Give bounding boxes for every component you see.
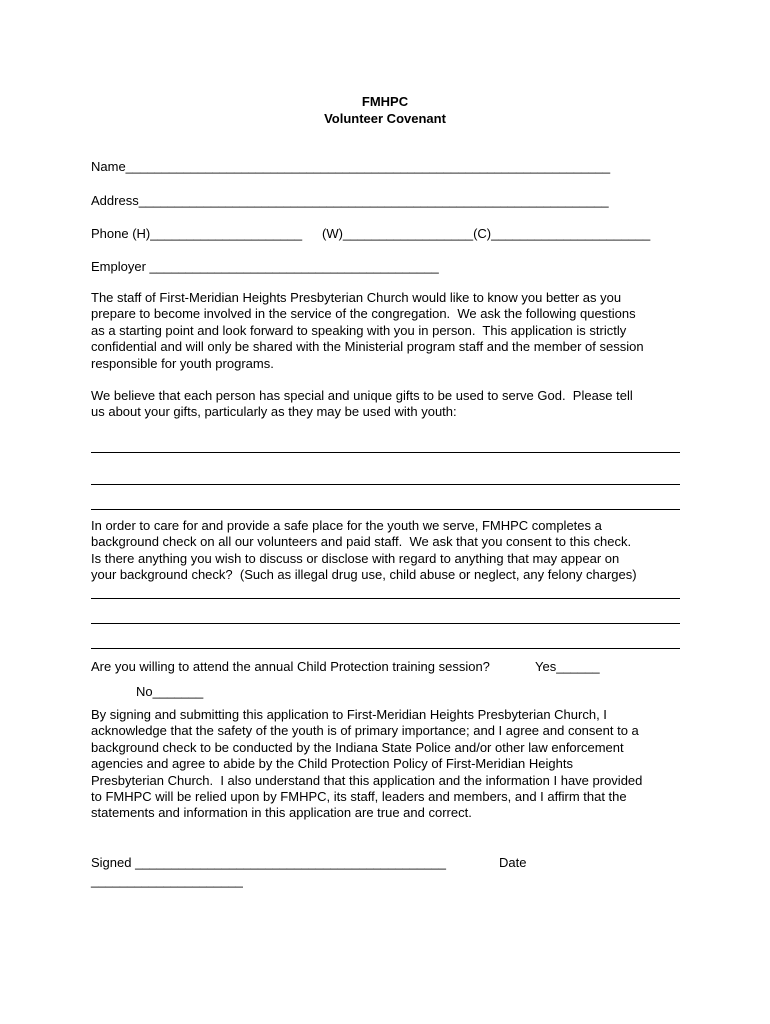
- intro-line: responsible for youth programs.: [91, 355, 274, 371]
- org-heading: FMHPC: [361, 94, 409, 109]
- consent-paragraph: [91, 707, 691, 822]
- background-check-paragraph: [91, 518, 691, 584]
- intro-line: The staff of First-Meridian Heights Presbyterian Church would like to know you better as you: [91, 290, 622, 305]
- background-line: Is there anything you wish to discuss or disclose with regard to anything that may appear on: [91, 550, 620, 566]
- address-field[interactable]: Address_________________________________________________________________: [91, 193, 609, 208]
- consent-line: Presbyterian Church. I also understand that this application and the information I have provided: [91, 772, 643, 788]
- gifts-answer-line[interactable]: [91, 509, 680, 510]
- disclosure-answer-line[interactable]: [91, 598, 680, 599]
- gifts-question: [91, 388, 691, 421]
- intro-line: confidential and will only be shared with the Ministerial program staff and the member of session: [91, 339, 644, 355]
- intro-line: as a starting point and look forward to speaking with you in person. This application is strictly: [91, 322, 627, 338]
- phone-home-field[interactable]: Phone (H)_____________________: [91, 226, 303, 241]
- date-label: Date: [499, 855, 527, 870]
- training-yes-field[interactable]: Yes______: [535, 659, 600, 674]
- gifts-answer-line[interactable]: [91, 452, 680, 453]
- gifts-line: We believe that each person has special and unique gifts to be used to serve God. Please tell: [91, 388, 633, 403]
- background-line: your background check? (Such as illegal drug use, child abuse or neglect, any felony charges): [91, 567, 637, 583]
- consent-line: agencies and agree to abide by the Child Protection Policy of First-Meridian Heights: [91, 756, 573, 772]
- signature-field[interactable]: Signed ___________________________________________: [91, 855, 446, 870]
- disclosure-answer-line[interactable]: [91, 623, 680, 624]
- consent-line: statements and information in this application are true and correct.: [91, 805, 472, 821]
- training-no-field[interactable]: No_______: [136, 684, 204, 699]
- training-question: Are you willing to attend the annual Child Protection training session?: [91, 659, 490, 674]
- background-line: In order to care for and provide a safe place for the youth we serve, FMHPC completes a: [91, 518, 602, 533]
- disclosure-answer-line[interactable]: [91, 648, 680, 649]
- consent-line: to FMHPC will be relied upon by FMHPC, its staff, leaders and members, and I affirm that the: [91, 789, 627, 805]
- background-line: background check on all our volunteers and paid staff. We ask that you consent to this check.: [91, 534, 632, 550]
- consent-line: By signing and submitting this application to First-Meridian Heights Presbyterian Church, I: [91, 707, 607, 722]
- form-title: Volunteer Covenant: [324, 111, 446, 126]
- date-field[interactable]: _____________________: [91, 873, 243, 888]
- employer-field[interactable]: Employer ________________________________________: [91, 259, 439, 274]
- consent-line: background check to be conducted by the Indiana State Police and/or other law enforcement: [91, 739, 624, 755]
- gifts-line: us about your gifts, particularly as they may be used with youth:: [91, 404, 457, 420]
- intro-paragraph: [91, 290, 691, 372]
- gifts-answer-line[interactable]: [91, 484, 680, 485]
- name-field[interactable]: Name___________________________________________________________________: [91, 159, 611, 174]
- consent-line: acknowledge that the safety of the youth is of primary importance; and I agree and consent to a: [91, 723, 639, 739]
- phone-work-cell-field[interactable]: (W)__________________(C)______________________: [322, 226, 651, 241]
- intro-line: prepare to become involved in the service of the congregation. We ask the following questions: [91, 306, 636, 322]
